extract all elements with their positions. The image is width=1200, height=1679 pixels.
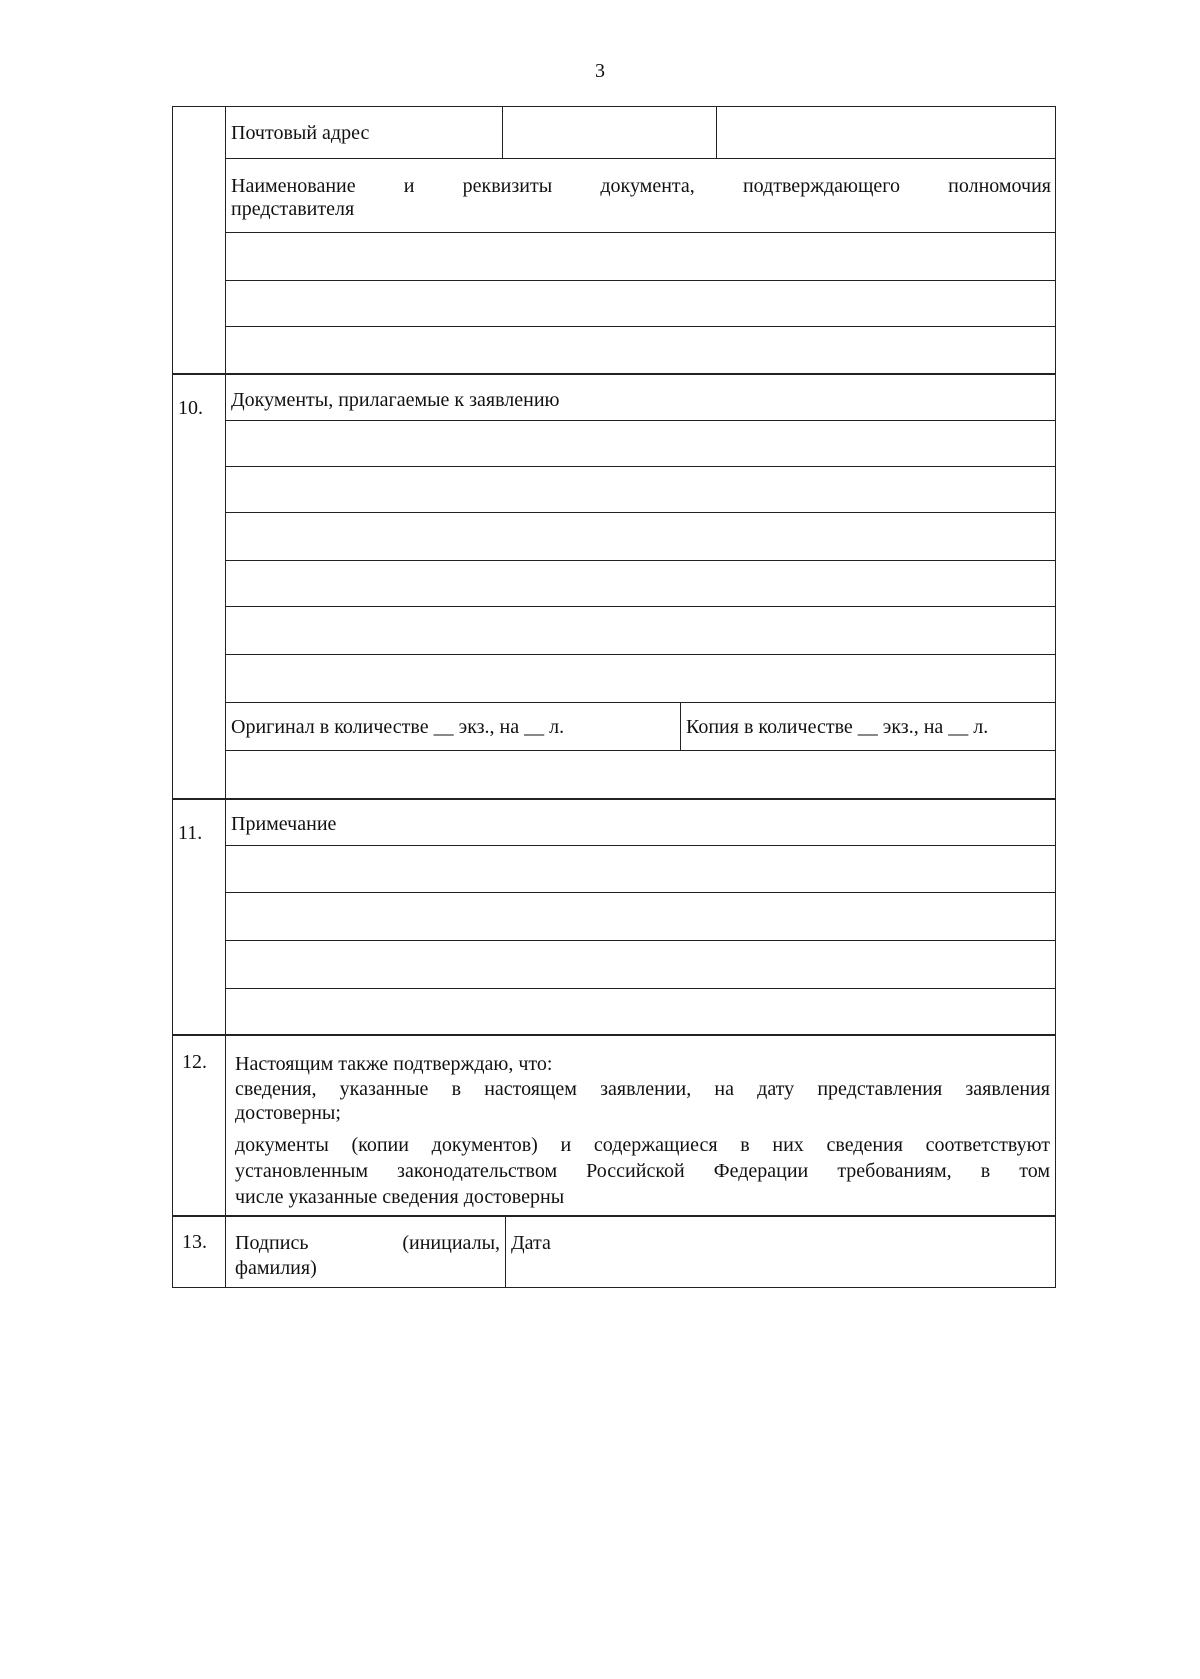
section-11-number: 11. bbox=[178, 822, 203, 844]
postal-address-divider-1 bbox=[502, 106, 503, 158]
confirmation-line-2: сведения, указанные в настоящем заявлении, на дату представления заявления bbox=[235, 1078, 1050, 1100]
page-number: 3 bbox=[595, 60, 605, 82]
section-10-number: 10. bbox=[178, 397, 203, 419]
confirmation-line-6: числе указанные сведения достоверны bbox=[235, 1186, 565, 1208]
section-13-number: 13. bbox=[182, 1231, 207, 1253]
row-divider bbox=[225, 466, 1056, 467]
section-9-frame bbox=[172, 106, 1056, 374]
row-divider bbox=[225, 232, 1056, 233]
row-divider bbox=[225, 940, 1056, 941]
number-column-divider bbox=[225, 374, 226, 799]
row-divider bbox=[225, 606, 1056, 607]
representative-document-label-line2: представителя bbox=[231, 198, 355, 220]
signature-label-line2: фамилия) bbox=[235, 1257, 317, 1279]
representative-document-label-line1: Наименование и реквизиты документа, подтверждающего полномочия bbox=[231, 175, 1051, 197]
row-divider bbox=[225, 280, 1056, 281]
row-divider bbox=[225, 512, 1056, 513]
original-count-label: Оригинал в количестве __ экз., на __ л. bbox=[231, 716, 565, 738]
number-column-divider bbox=[225, 799, 226, 1035]
original-copy-divider bbox=[680, 702, 681, 750]
copy-count-label: Копия в количестве __ экз., на __ л. bbox=[686, 716, 989, 738]
note-title: Примечание bbox=[231, 813, 337, 835]
confirmation-line-5: установленным законодательством Российской Федерации требованиям, в том bbox=[235, 1160, 1050, 1182]
number-column-divider bbox=[225, 1216, 226, 1288]
row-divider bbox=[225, 845, 1056, 846]
row-divider bbox=[225, 892, 1056, 893]
confirmation-line-1: Настоящим также подтверждаю, что: bbox=[235, 1053, 553, 1075]
number-column-divider bbox=[225, 1035, 226, 1216]
attached-documents-title: Документы, прилагаемые к заявлению bbox=[231, 389, 560, 411]
row-divider bbox=[225, 702, 1056, 703]
postal-address-divider-2 bbox=[716, 106, 717, 158]
row-divider bbox=[225, 420, 1056, 421]
section-12-number: 12. bbox=[182, 1051, 207, 1073]
signature-date-divider bbox=[505, 1216, 506, 1288]
confirmation-line-3: достоверны; bbox=[235, 1102, 341, 1124]
date-label: Дата bbox=[511, 1232, 551, 1254]
row-divider bbox=[225, 988, 1056, 989]
row-divider bbox=[225, 560, 1056, 561]
number-column-divider bbox=[225, 106, 226, 374]
signature-label-line1: Подпись (инициалы, bbox=[235, 1232, 500, 1254]
row-divider bbox=[225, 654, 1056, 655]
row-divider bbox=[225, 158, 1056, 159]
row-divider bbox=[225, 750, 1056, 751]
row-divider bbox=[225, 326, 1056, 327]
postal-address-label: Почтовый адрес bbox=[231, 122, 370, 144]
confirmation-line-4: документы (копии документов) и содержащиеся в них сведения соответствуют bbox=[235, 1134, 1050, 1156]
